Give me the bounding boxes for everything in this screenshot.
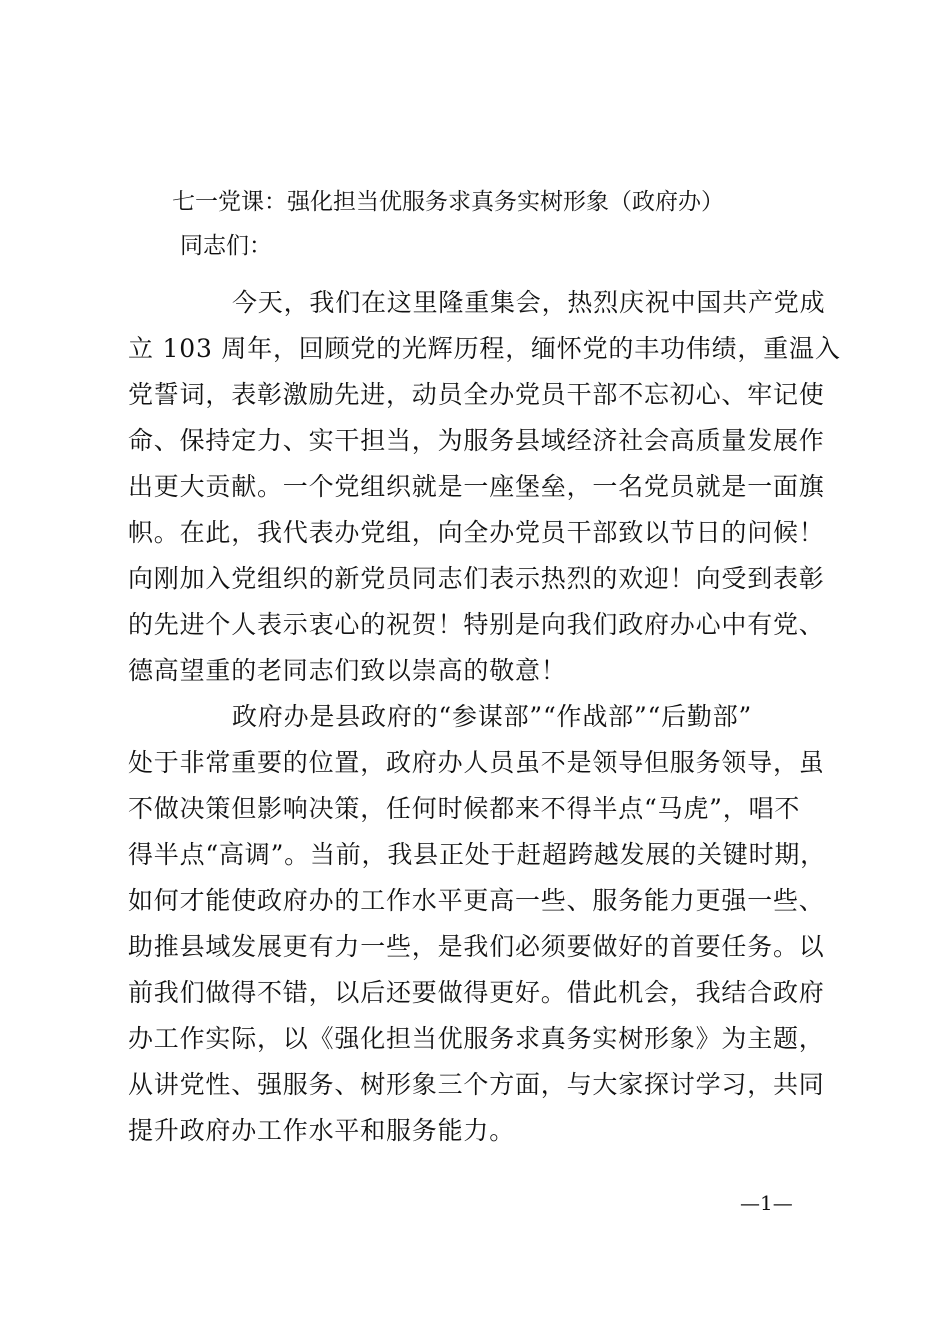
- paragraph-line: 今天，我们在这里隆重集会，热烈庆祝中国共产党成: [232, 288, 826, 317]
- paragraph-line: 提升政府办工作水平和服务能力。: [128, 1116, 516, 1145]
- paragraph-line: 德高望重的老同志们致以崇高的敬意！: [128, 656, 567, 685]
- paragraph-line: 命、保持定力、实干担当，为服务县域经济社会高质量发展作: [128, 426, 825, 455]
- paragraph-line: 从讲党性、强服务、树形象三个方面，与大家探讨学习，共同: [128, 1070, 825, 1099]
- paragraph-line: 政府办是县政府的“参谋部”“作战部”“后勤部”: [232, 702, 753, 731]
- page-number: —1—: [740, 1191, 793, 1215]
- paragraph-line: 帜。在此，我代表办党组，向全办党员干部致以节日的问候！: [128, 518, 825, 547]
- paragraph-line: 不做决策但影响决策，任何时候都来不得半点“马虎”，唱不: [128, 794, 801, 823]
- paragraph-line: 办工作实际，以《强化担当优服务求真务实树形象》为主题，: [128, 1024, 825, 1053]
- paragraph-line: 向刚加入党组织的新党员同志们表示热烈的欢迎！向受到表彰: [128, 564, 825, 593]
- paragraph-line: 前我们做得不错，以后还要做得更好。借此机会，我结合政府: [128, 978, 825, 1007]
- paragraph-line: 党誓词，表彰激励先进，动员全办党员干部不忘初心、牢记使: [128, 380, 825, 409]
- paragraph-line: 助推县域发展更有力一些，是我们必须要做好的首要任务。以: [128, 932, 825, 961]
- paragraph-line: 立 103 周年，回顾党的光辉历程，缅怀党的丰功伟绩，重温入: [128, 334, 841, 363]
- paragraph-line: 如何才能使政府办的工作水平更高一些、服务能力更强一些、: [128, 886, 825, 915]
- paragraph-line: 的先进个人表示衷心的祝贺！特别是向我们政府办心中有党、: [128, 610, 825, 639]
- paragraph-line: 处于非常重要的位置，政府办人员虽不是领导但服务领导，虽: [128, 748, 825, 777]
- paragraph-line: 出更大贡献。一个党组织就是一座堡垒，一名党员就是一面旗: [128, 472, 825, 501]
- salutation: 同志们：: [180, 233, 272, 259]
- document-title: 七一党课：强化担当优服务求真务实树形象（政府办）: [172, 189, 724, 215]
- paragraph-line: 得半点“高调”。当前，我县正处于赶超跨越发展的关键时期，: [128, 840, 826, 869]
